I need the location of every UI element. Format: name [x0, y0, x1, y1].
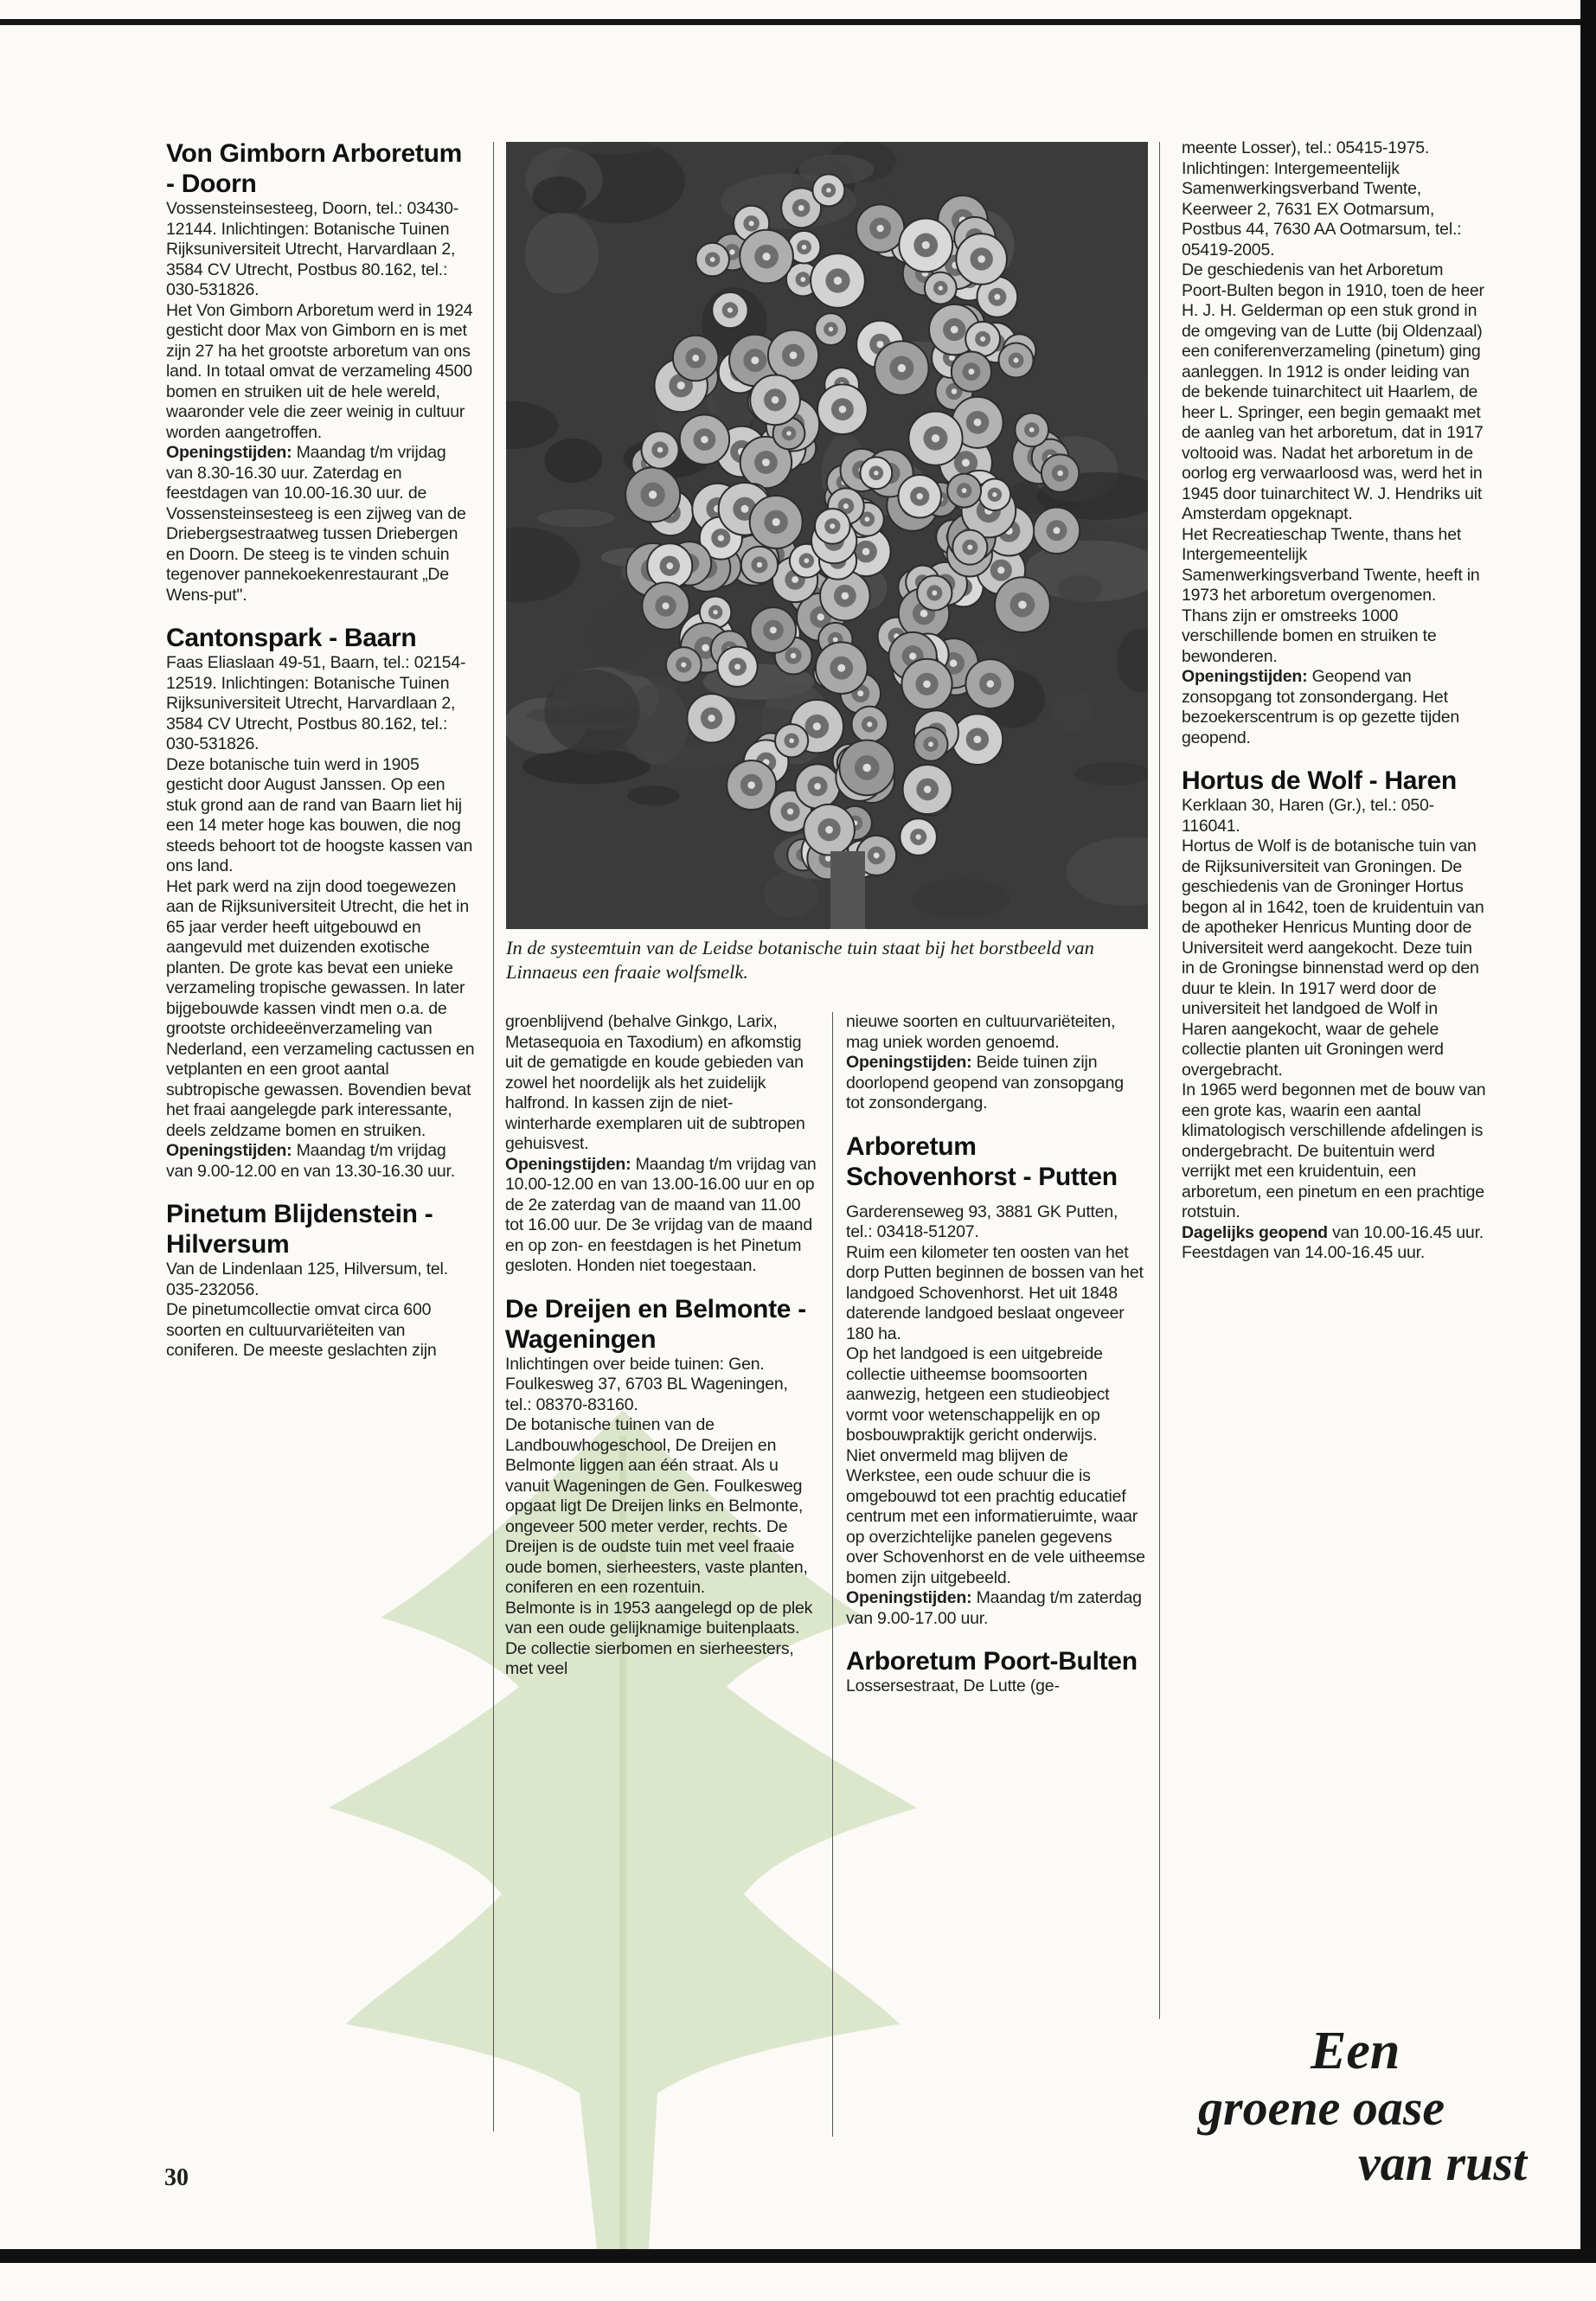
body-cantonspark-1: Deze botanische tuin werd in 1905 gesticht door August Janssen. Op een stuk grond aan de rand van Baarn liet hij een 14 meter hoge kas bouwen, die nog steeds behoort tot de hoogste kassen van ons land.	[166, 754, 473, 875]
body-schovenhorst-2: Op het landgoed is een uitgebreide collectie uitheemse boomsoorten aanwezig, hetgeen een studieobject vormt voor wetenschappelijk en op bosbouwpraktijk gericht onderwijs.	[846, 1344, 1110, 1445]
address-schovenhorst: Garderenseweg 93, 3881 GK Putten, tel.: 03418-51207.	[846, 1202, 1118, 1241]
flower-cluster-icon	[506, 142, 1148, 929]
wolfsmelk-photo	[506, 142, 1148, 929]
body-von-gimborn: Het Von Gimborn Arboretum werd in 1924 gesticht door Max von Gimborn en is met zijn 27 ha het grootste arboretum van ons land. In totaal omvat de verzameling 4500 bomen en struiken uit de hele wereld, waaronder vele die zeer weinig in cultuur worden aangetroffen.	[166, 300, 473, 442]
title-line-3: van rust	[1358, 2135, 1528, 2191]
body-schovenhorst-3: Niet onvermeld mag blijven de Werkstee, een oude schuur die is omgebouwd tot een prachtig educatief centrum met een informatieruimte, waar op overzichtelijke panelen gegevens over Schovenhorst en de vele uitheemse bomen zijn uitgebeeld.	[846, 1445, 1145, 1587]
hours-von-gimborn: Openingstijden: Maandag t/m vrijdag van 8.30-16.30 uur. Zaterdag en feestdagen van 10.00-16.30 uur. de Vossensteinsesteeg is een zijweg van de Driebergsestraatweg tussen Driebergen en Doorn. De steeg is te vinden schuin tegenover pannekoekenrestaurant „De Wens-put".	[166, 443, 466, 605]
column-separator	[832, 1012, 833, 2137]
address-poort-bulten-continued: meente Losser), tel.: 05415-1975. Inlichtingen: Intergemeentelijk Samenwerkingsverband Twente, Keerweer 2, 7631 EX Ootmarsum, Postbus 44, 7630 AA Ootmarsum, tel.: 05419-2005.	[1182, 138, 1462, 260]
heading-hortus-de-wolf: Hortus de Wolf - Haren	[1182, 766, 1457, 795]
body-poort-bulten-1: De geschiedenis van het Arboretum Poort-Bulten begon in 1910, toen de heer H. J. H. Gelderman op een stuk grond in de omgeving van de Lutte (bij Oldenzaal) een coniferenverzameling (pinetum) ging aanleggen. In 1912 is onder leiding van de bekende tuinarchitect uit Haarlem, de heer L. Springer, een begin gemaakt met de aanleg van het arboretum, dat in 1917 voltooid was. Nadat het arboretum in de oorlog erg verwaarloosd was, werd het in 1945 door tuinarchitect W. J. Hendriks uit Amsterdam opgeknapt.	[1182, 260, 1484, 523]
body-pinetum: De pinetumcollectie omvat circa 600 soorten en cultuurvariëteiten van coniferen. De meeste geslachten zijn	[166, 1300, 437, 1360]
body-hortus-de-wolf-2: In 1965 werd begonnen met de bouw van een grote kas, waarin een aantal klimatologisch verschillende afdelingen is ondergebracht. De buitentuin werd verrijkt met een kruidentuin, een arboretum, een pinetum en een prachtige rotstuin.	[1182, 1080, 1486, 1221]
column-4	[1182, 138, 1486, 1264]
title-line-2: groene oase	[1198, 2080, 1445, 2136]
address-pinetum: Van de Lindenlaan 125, Hilversum, tel. 035-232056.	[166, 1259, 448, 1299]
body-pinetum-continued: groenblijvend (behalve Ginkgo, Larix, Metasequoia en Taxodium) en afkomstig uit de gematigde en koude gebieden van zowel het noordelijk als het zuidelijk halfrond. In kassen zijn de niet-winterharde exemplaren uit de subtropen gehuisvest.	[505, 1012, 805, 1153]
heading-cantonspark: Cantonspark - Baarn	[166, 624, 417, 652]
body-poort-bulten-2: Het Recreatieschap Twente, thans het Intergemeentelijk Samenwerkingsverband Twente, heeft in 1973 het arboretum overgenomen.	[1182, 524, 1480, 605]
heading-dreijen: De Dreijen en Belmonte - Wageningen	[505, 1294, 806, 1354]
heading-von-gimborn: Von Gimborn Arboretum - Doorn	[166, 139, 463, 198]
hours-cantonspark: Openingstijden: Maandag t/m vrijdag van 9.00-12.00 en van 13.30-16.30 uur.	[166, 1141, 455, 1181]
address-dreijen: Inlichtingen over beide tuinen: Gen. Foulkesweg 37, 6703 BL Wageningen, tel.: 08370-83160.	[505, 1354, 788, 1414]
body-cantonspark-2: Het park werd na zijn dood toegewezen aan de Rijksuniversiteit Utrecht, die het in 65 jaar verder heeft uitgebouwd en aangevuld met duizenden exotische planten. De grote kas bevat een unieke verzameling tropische gewassen. In later bijgebouwde kassen vindt men o.a. de grootste orchideeënverzameling van Nederland, een verzameling cactussen en vetplanten en een groot aantal subtropische gewassen. Bovendien bevat het fraai aangelegde park interessante, deels zeldzame bomen en struiken.	[166, 876, 475, 1140]
body-dreijen-1: De botanische tuinen van de Landbouwhogeschool, De Dreijen en Belmonte liggen aan één straat. Als u vanuit Wageningen de Gen. Foulkesweg opgaat ligt De Dreijen links en Belmonte, ongeveer 500 meter verder, rechts. De Dreijen is de oudste tuin met veel fraaie oude bomen, sierheesters, vaste planten, coniferen en een rozentuin.	[505, 1415, 808, 1597]
body-schovenhorst-1: Ruim een kilometer ten oosten van het dorp Putten beginnen de bossen van het landgoed Schovenhorst. Het uit 1848 daterende landgoed beslaat ongeveer 180 ha.	[846, 1242, 1144, 1343]
right-edge-bar	[1580, 0, 1596, 2249]
heading-pinetum: Pinetum Blijdenstein - Hilversum	[166, 1200, 433, 1259]
address-hortus-de-wolf: Kerklaan 30, Haren (Gr.), tel.: 050-116041.	[1182, 796, 1434, 836]
hours-poort-bulten: Openingstijden: Geopend van zonsopgang tot zonsondergang. Het bezoekerscentrum is op gezette tijden geopend.	[1182, 667, 1460, 747]
heading-schovenhorst: Arboretum Schovenhorst - Putten	[846, 1131, 1118, 1191]
column-1	[166, 138, 476, 1362]
hours-schovenhorst: Openingstijden: Maandag t/m zaterdag van 9.00-17.00 uur.	[846, 1588, 1142, 1628]
hours-hortus-de-wolf: Dagelijks geopend van 10.00-16.45 uur. Feestdagen van 14.00-16.45 uur.	[1182, 1222, 1484, 1262]
column-3	[846, 1012, 1145, 1697]
address-poort-bulten: Lossersestraat, De Lutte (ge-	[846, 1676, 1060, 1695]
address-cantonspark: Faas Eliaslaan 49-51, Baarn, tel.: 02154-12519. Inlichtingen: Botanische Tuinen Rijksuniversiteit Utrecht, Harvardlaan 2, 3584 CV Utrecht, Postbus 80.162, tel.: 030-531826.	[166, 653, 466, 753]
column-2	[505, 1012, 818, 1680]
top-rule	[0, 19, 1596, 25]
title-line-1: Een	[1311, 2022, 1401, 2080]
column-separator	[1159, 142, 1160, 2019]
column-separator	[493, 142, 494, 2131]
bottom-rule	[0, 2249, 1596, 2263]
body-dreijen-continued: nieuwe soorten en cultuurvariëteiten, mag uniek worden genoemd.	[846, 1012, 1116, 1052]
hours-dreijen: Openingstijden: Beide tuinen zijn doorlopend geopend van zonsopgang tot zonsondergang.	[846, 1053, 1124, 1112]
body-dreijen-2: Belmonte is in 1953 aangelegd op de plek van een oude gelijknamige buitenplaats. De collectie sierbomen en sierheesters, met veel	[505, 1598, 813, 1678]
photo-caption: In de systeemtuin van de Leidse botanische tuin staat bij het borstbeeld van Linnaeus een fraaie wolfsmelk.	[506, 937, 1094, 983]
body-hortus-de-wolf-1: Hortus de Wolf is de botanische tuin van de Rijksuniversiteit van Groningen. De geschiedenis van de Groninger Hortus begon al in 1642, toen de kruidentuin van de apotheker Henricus Munting door de Universiteit werd aangekocht. Deze tuin in de Groningse binnenstad werd op den duur te klein. In 1917 werd door de universiteit het landgoed de Wolf in Haren aangekocht, waar de gehele collectie planten uit Groningen werd overgebracht.	[1182, 836, 1484, 1080]
page-number: 30	[164, 2164, 189, 2191]
address-von-gimborn: Vossensteinsesteeg, Doorn, tel.: 03430-12144. Inlichtingen: Botanische Tuinen Rijksuniversiteit Utrecht, Harvardlaan 2, 3584 CV Utrecht, Postbus 80.162, tel.: 030-531826.	[166, 199, 459, 299]
hours-pinetum: Openingstijden: Maandag t/m vrijdag van 10.00-12.00 en van 13.00-16.00 uur en op de 2e zaterdag van de maand van 11.00 tot 16.00 uur. De 3e vrijdag van de maand en op zon- en feestdagen is het Pinetum gesloten. Honden niet toegestaan.	[505, 1154, 817, 1275]
heading-poort-bulten: Arboretum Poort-Bulten	[846, 1647, 1138, 1676]
body-poort-bulten-3: Thans zijn er omstreeks 1000 verschillende bomen en struiken te bewonderen.	[1182, 606, 1437, 666]
